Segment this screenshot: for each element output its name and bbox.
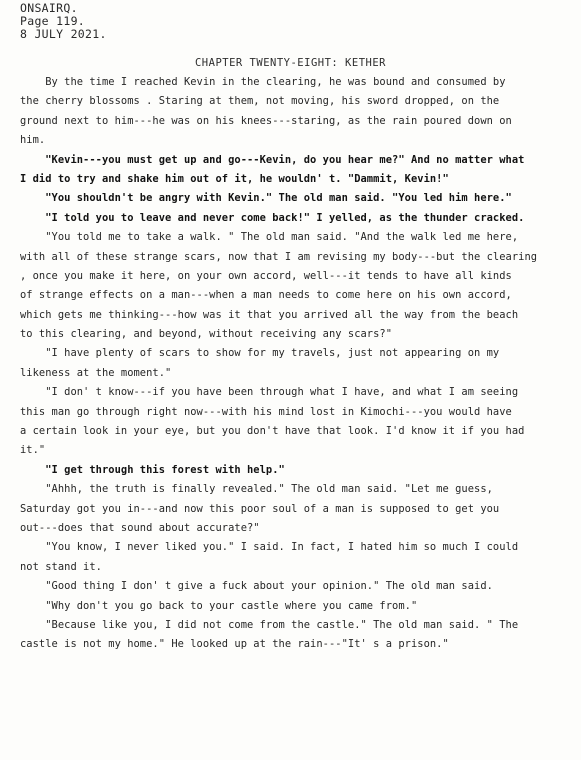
text-line: it." — [20, 444, 46, 457]
page-header — [20, 2, 107, 41]
text-line: "I told you to leave and never come back!" I yelled, as the thunder cracked. — [20, 211, 525, 224]
text-line: out---does that sound about accurate?" — [20, 521, 260, 534]
text-line: him. — [20, 134, 46, 147]
text-line: "Kevin---you must get up and go---Kevin, do you hear me?" And no matter what — [20, 153, 525, 166]
text-line: "I don' t know---if you have been through what I have, and what I am seeing — [20, 386, 519, 399]
text-line: which gets me thinking---how was it that you arrived all the way from the beach — [20, 308, 519, 321]
text-line: "You know, I never liked you." I said. In fact, I hated him so much I could — [20, 541, 519, 554]
text-line: castle is not my home." He looked up at the rain---"It' s a prison." — [20, 638, 449, 651]
text-line: I did to try and shake him out of it, he wouldn' t. "Dammit, Kevin!" — [20, 172, 449, 185]
text-line: to this clearing, and beyond, without receiving any scars?" — [20, 328, 393, 341]
text-line: By the time I reached Kevin in the clearing, he was bound and consumed by — [20, 76, 506, 88]
text-line: ground next to him---he was on his knees---staring, as the rain poured down on — [20, 114, 512, 127]
chapter-title: CHAPTER TWENTY-EIGHT: KETHER — [194, 57, 386, 69]
text-line: "Ahhh, the truth is finally revealed." The old man said. "Let me guess, — [20, 483, 493, 496]
text-line: this man go through right now---with his mind lost in Kimochi---you would have — [20, 405, 512, 418]
text-line: a certain look in your eye, but you don't have that look. I'd know it if you had — [20, 425, 525, 438]
page-number: Page 119. — [20, 14, 86, 28]
author-name: ONSAIRQ. — [20, 1, 78, 15]
text-line: Saturday got you in---and now this poor soul of a man is supposed to get you — [20, 502, 500, 515]
text-line: with all of these strange scars, now that I am revising my body---but the clearing — [20, 250, 538, 263]
text-line: "I get through this forest with help." — [20, 463, 285, 476]
text-line: "Good thing I don' t give a fuck about your opinion." The old man said. — [20, 580, 493, 593]
manuscript-body — [20, 73, 575, 655]
date-line: 8 JULY 2021. — [20, 27, 107, 41]
text-line: "I have plenty of scars to show for my travels, just not appearing on my — [20, 347, 500, 360]
text-line: "You told me to take a walk. " The old man said. "And the walk led me here, — [20, 231, 519, 244]
text-line: the cherry blossoms . Staring at them, not moving, his sword dropped, on the — [20, 95, 500, 108]
text-line: "Because like you, I did not come from the castle." The old man said. " The — [20, 618, 519, 631]
text-line: not stand it. — [20, 560, 102, 573]
text-line: , once you make it here, on your own accord, well---it tends to have all kinds — [20, 269, 512, 282]
text-line: "You shouldn't be angry with Kevin." The old man said. "You led him here." — [20, 192, 512, 205]
text-line: "Why don't you go back to your castle where you came from." — [20, 599, 418, 612]
text-line: likeness at the moment." — [20, 366, 172, 379]
text-line: of strange effects on a man---when a man needs to come here on his own accord, — [20, 289, 512, 302]
